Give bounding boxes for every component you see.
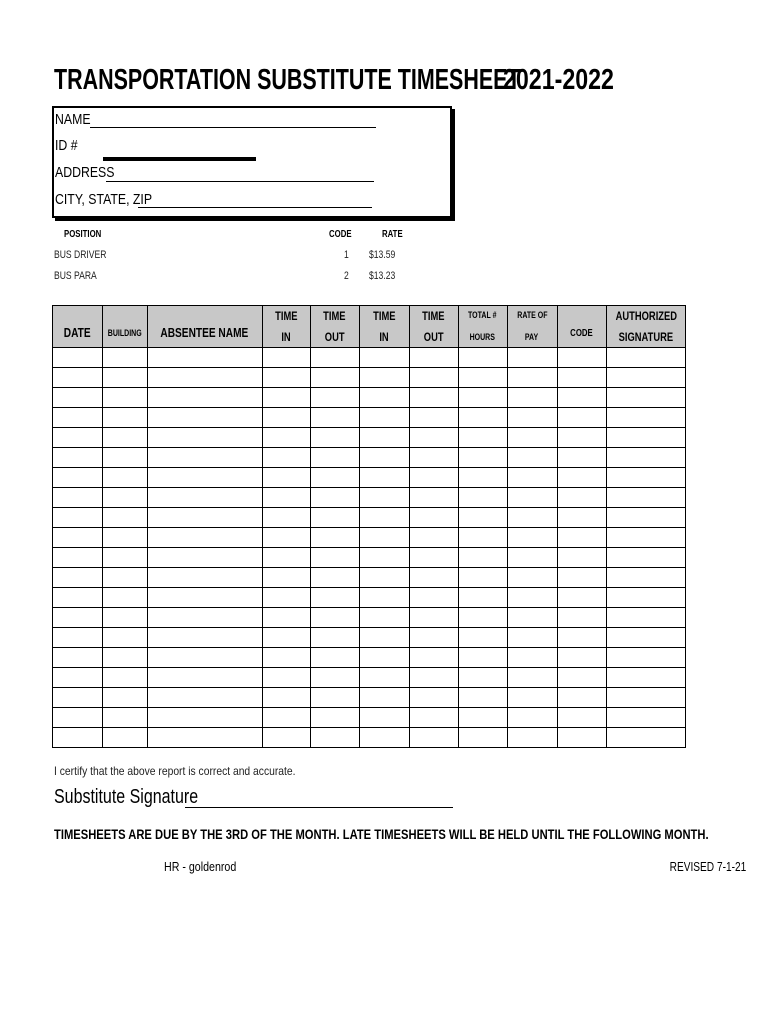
table-cell[interactable] xyxy=(359,608,409,628)
table-cell[interactable] xyxy=(103,348,148,368)
table-row xyxy=(53,588,686,608)
table-cell[interactable] xyxy=(606,668,686,688)
table-cell[interactable] xyxy=(53,368,103,388)
table-cell[interactable] xyxy=(507,468,557,488)
table-cell[interactable] xyxy=(262,588,310,608)
table-cell[interactable] xyxy=(103,708,148,728)
table-cell[interactable] xyxy=(310,528,359,548)
table-cell[interactable] xyxy=(507,528,557,548)
table-cell[interactable] xyxy=(507,448,557,468)
table-cell[interactable] xyxy=(606,508,686,528)
position-name: BUS PARA xyxy=(54,270,97,282)
table-cell[interactable] xyxy=(147,528,262,548)
table-row xyxy=(53,568,686,588)
table-cell[interactable] xyxy=(359,388,409,408)
table-row xyxy=(53,468,686,488)
table-cell[interactable] xyxy=(262,528,310,548)
table-cell[interactable] xyxy=(310,648,359,668)
table-cell[interactable] xyxy=(458,448,507,468)
table-cell[interactable] xyxy=(557,728,606,748)
table-cell[interactable] xyxy=(557,648,606,668)
table-cell[interactable] xyxy=(103,528,148,548)
table-cell[interactable] xyxy=(458,408,507,428)
table-cell[interactable] xyxy=(53,608,103,628)
position-rate: $13.23 xyxy=(369,270,396,282)
table-cell[interactable] xyxy=(359,428,409,448)
table-cell[interactable] xyxy=(147,668,262,688)
table-cell[interactable] xyxy=(147,648,262,668)
position-name: BUS DRIVER xyxy=(54,249,107,261)
table-cell[interactable] xyxy=(310,408,359,428)
table-cell[interactable] xyxy=(103,588,148,608)
col-code: CODE xyxy=(557,306,606,348)
table-cell[interactable] xyxy=(53,528,103,548)
table-cell[interactable] xyxy=(359,368,409,388)
timesheet-table xyxy=(52,305,686,748)
table-cell[interactable] xyxy=(458,348,507,368)
table-cell[interactable] xyxy=(53,468,103,488)
table-cell[interactable] xyxy=(262,468,310,488)
table-cell[interactable] xyxy=(458,588,507,608)
table-cell[interactable] xyxy=(147,348,262,368)
table-row xyxy=(53,368,686,388)
table-cell[interactable] xyxy=(53,508,103,528)
col-building: BUILDING xyxy=(103,306,148,348)
table-cell[interactable] xyxy=(409,468,458,488)
table-cell[interactable] xyxy=(359,408,409,428)
table-cell[interactable] xyxy=(310,388,359,408)
table-cell[interactable] xyxy=(359,688,409,708)
table-cell[interactable] xyxy=(103,728,148,748)
table-cell[interactable] xyxy=(557,668,606,688)
table-cell[interactable] xyxy=(507,668,557,688)
address-field-line[interactable] xyxy=(106,181,374,182)
table-cell[interactable] xyxy=(103,488,148,508)
table-cell[interactable] xyxy=(262,668,310,688)
table-cell[interactable] xyxy=(557,348,606,368)
table-cell[interactable] xyxy=(606,728,686,748)
table-cell[interactable] xyxy=(103,508,148,528)
table-cell[interactable] xyxy=(409,408,458,428)
table-cell[interactable] xyxy=(409,668,458,688)
table-cell[interactable] xyxy=(606,428,686,448)
table-cell[interactable] xyxy=(53,628,103,648)
table-cell[interactable] xyxy=(606,408,686,428)
table-cell[interactable] xyxy=(507,508,557,528)
table-cell[interactable] xyxy=(147,368,262,388)
table-row xyxy=(53,628,686,648)
table-cell[interactable] xyxy=(507,628,557,648)
table-cell[interactable] xyxy=(458,528,507,548)
col-time-out-1: TIME OUT xyxy=(310,306,359,348)
table-cell[interactable] xyxy=(557,488,606,508)
city-field-line[interactable] xyxy=(138,207,372,208)
table-cell[interactable] xyxy=(606,528,686,548)
table-cell[interactable] xyxy=(262,388,310,408)
col-authorized-signature: AUTHORIZED SIGNATURE xyxy=(606,306,686,348)
table-cell[interactable] xyxy=(458,468,507,488)
address-field-label: ADDRESS xyxy=(55,164,115,181)
table-cell[interactable] xyxy=(507,488,557,508)
table-cell[interactable] xyxy=(458,388,507,408)
table-cell[interactable] xyxy=(557,468,606,488)
table-cell[interactable] xyxy=(458,688,507,708)
table-cell[interactable] xyxy=(310,608,359,628)
table-cell[interactable] xyxy=(606,548,686,568)
table-cell[interactable] xyxy=(359,488,409,508)
table-cell[interactable] xyxy=(262,488,310,508)
table-cell[interactable] xyxy=(359,448,409,468)
table-cell[interactable] xyxy=(53,688,103,708)
table-cell[interactable] xyxy=(359,348,409,368)
table-cell[interactable] xyxy=(359,628,409,648)
table-row xyxy=(53,408,686,428)
table-cell[interactable] xyxy=(359,588,409,608)
table-cell[interactable] xyxy=(557,708,606,728)
hr-copy-note: HR - goldenrod xyxy=(164,859,237,874)
table-cell[interactable] xyxy=(557,528,606,548)
table-row xyxy=(53,508,686,528)
table-cell[interactable] xyxy=(147,488,262,508)
table-cell[interactable] xyxy=(310,708,359,728)
table-cell[interactable] xyxy=(409,648,458,668)
table-cell[interactable] xyxy=(409,708,458,728)
table-cell[interactable] xyxy=(458,508,507,528)
table-cell[interactable] xyxy=(262,448,310,468)
table-cell[interactable] xyxy=(103,408,148,428)
table-cell[interactable] xyxy=(409,568,458,588)
table-cell[interactable] xyxy=(310,628,359,648)
table-cell[interactable] xyxy=(262,428,310,448)
table-cell[interactable] xyxy=(262,568,310,588)
table-cell[interactable] xyxy=(409,488,458,508)
table-row xyxy=(53,488,686,508)
table-row xyxy=(53,608,686,628)
table-cell[interactable] xyxy=(409,588,458,608)
table-cell[interactable] xyxy=(606,368,686,388)
table-row xyxy=(53,708,686,728)
table-cell[interactable] xyxy=(103,388,148,408)
table-cell[interactable] xyxy=(103,368,148,388)
certification-statement: I certify that the above report is correct and accurate. xyxy=(54,764,296,778)
table-cell[interactable] xyxy=(147,468,262,488)
table-cell[interactable] xyxy=(359,708,409,728)
table-cell[interactable] xyxy=(507,348,557,368)
table-cell[interactable] xyxy=(103,568,148,588)
table-cell[interactable] xyxy=(147,628,262,648)
table-cell[interactable] xyxy=(409,348,458,368)
table-cell[interactable] xyxy=(310,368,359,388)
due-date-notice: TIMESHEETS ARE DUE BY THE 3RD OF THE MONTH. LATE TIMESHEETS WILL BE HELD UNTIL THE FOLLOWING MONTH. xyxy=(54,826,709,842)
table-cell[interactable] xyxy=(310,468,359,488)
table-cell[interactable] xyxy=(606,468,686,488)
table-cell[interactable] xyxy=(458,708,507,728)
table-cell[interactable] xyxy=(606,688,686,708)
table-cell[interactable] xyxy=(557,688,606,708)
table-cell[interactable] xyxy=(103,628,148,648)
table-cell[interactable] xyxy=(507,428,557,448)
table-cell[interactable] xyxy=(507,608,557,628)
table-row xyxy=(53,528,686,548)
table-cell[interactable] xyxy=(409,728,458,748)
revision-date: REVISED 7-1-21 xyxy=(669,859,746,874)
table-cell[interactable] xyxy=(147,508,262,528)
col-absentee-name: ABSENTEE NAME xyxy=(147,306,262,348)
table-cell[interactable] xyxy=(409,448,458,468)
rate-header: RATE xyxy=(382,229,403,240)
table-header-row xyxy=(53,306,686,348)
table-cell[interactable] xyxy=(262,368,310,388)
table-cell[interactable] xyxy=(147,428,262,448)
table-cell[interactable] xyxy=(507,688,557,708)
table-cell[interactable] xyxy=(409,428,458,448)
table-cell[interactable] xyxy=(53,728,103,748)
table-cell[interactable] xyxy=(409,688,458,708)
table-cell[interactable] xyxy=(103,468,148,488)
table-cell[interactable] xyxy=(606,608,686,628)
city-field-label: CITY, STATE, ZIP xyxy=(55,191,153,208)
table-cell[interactable] xyxy=(147,568,262,588)
table-cell[interactable] xyxy=(409,628,458,648)
table-cell[interactable] xyxy=(458,668,507,688)
table-cell[interactable] xyxy=(147,448,262,468)
col-total-hours: TOTAL # HOURS xyxy=(458,306,507,348)
table-cell[interactable] xyxy=(606,568,686,588)
table-cell[interactable] xyxy=(53,668,103,688)
name-field-label: NAME xyxy=(55,111,91,128)
table-cell[interactable] xyxy=(409,508,458,528)
table-cell[interactable] xyxy=(147,728,262,748)
table-cell[interactable] xyxy=(103,608,148,628)
id-field-label: ID # xyxy=(55,137,78,154)
table-row xyxy=(53,428,686,448)
table-cell[interactable] xyxy=(606,588,686,608)
table-cell[interactable] xyxy=(458,608,507,628)
table-cell[interactable] xyxy=(310,428,359,448)
position-header: POSITION xyxy=(64,229,102,240)
col-rate-of-pay: RATE OF PAY xyxy=(507,306,557,348)
table-cell[interactable] xyxy=(310,548,359,568)
table-row xyxy=(53,688,686,708)
table-cell[interactable] xyxy=(147,588,262,608)
table-cell[interactable] xyxy=(557,428,606,448)
table-cell[interactable] xyxy=(53,408,103,428)
table-cell[interactable] xyxy=(262,348,310,368)
table-cell[interactable] xyxy=(53,548,103,568)
table-cell[interactable] xyxy=(359,508,409,528)
table-cell[interactable] xyxy=(409,548,458,568)
table-cell[interactable] xyxy=(103,648,148,668)
table-cell[interactable] xyxy=(409,608,458,628)
substitute-signature-label: Substitute Signature xyxy=(54,786,199,808)
table-cell[interactable] xyxy=(53,348,103,368)
table-cell[interactable] xyxy=(103,428,148,448)
table-cell[interactable] xyxy=(458,548,507,568)
table-cell[interactable] xyxy=(606,628,686,648)
table-cell[interactable] xyxy=(310,568,359,588)
table-cell[interactable] xyxy=(458,728,507,748)
table-cell[interactable] xyxy=(262,548,310,568)
table-cell[interactable] xyxy=(606,388,686,408)
table-cell[interactable] xyxy=(507,548,557,568)
substitute-signature-line[interactable] xyxy=(185,807,453,808)
table-cell[interactable] xyxy=(103,448,148,468)
table-row xyxy=(53,728,686,748)
table-cell[interactable] xyxy=(606,348,686,368)
table-cell[interactable] xyxy=(359,728,409,748)
table-cell[interactable] xyxy=(557,448,606,468)
col-date: DATE xyxy=(53,306,103,348)
name-field-line[interactable] xyxy=(90,127,376,128)
table-cell[interactable] xyxy=(458,648,507,668)
table-row xyxy=(53,548,686,568)
table-cell[interactable] xyxy=(606,448,686,468)
table-cell[interactable] xyxy=(53,708,103,728)
table-cell[interactable] xyxy=(147,408,262,428)
table-cell[interactable] xyxy=(359,548,409,568)
table-cell[interactable] xyxy=(310,688,359,708)
table-row xyxy=(53,388,686,408)
table-cell[interactable] xyxy=(53,428,103,448)
position-rate: $13.59 xyxy=(369,249,396,261)
position-code: 1 xyxy=(344,249,349,261)
table-cell[interactable] xyxy=(310,668,359,688)
table-cell[interactable] xyxy=(557,608,606,628)
table-cell[interactable] xyxy=(557,628,606,648)
table-cell[interactable] xyxy=(359,648,409,668)
table-cell[interactable] xyxy=(507,648,557,668)
table-cell[interactable] xyxy=(310,448,359,468)
table-cell[interactable] xyxy=(262,408,310,428)
table-cell[interactable] xyxy=(147,688,262,708)
table-row xyxy=(53,668,686,688)
code-header: CODE xyxy=(329,229,352,240)
table-cell[interactable] xyxy=(557,568,606,588)
table-cell[interactable] xyxy=(53,388,103,408)
table-row xyxy=(53,448,686,468)
table-cell[interactable] xyxy=(147,388,262,408)
table-cell[interactable] xyxy=(310,508,359,528)
table-cell[interactable] xyxy=(359,468,409,488)
table-cell[interactable] xyxy=(262,728,310,748)
table-cell[interactable] xyxy=(359,668,409,688)
table-row xyxy=(53,648,686,668)
table-cell[interactable] xyxy=(53,648,103,668)
table-cell[interactable] xyxy=(103,668,148,688)
school-year: 2021-2022 xyxy=(503,64,614,96)
position-code: 2 xyxy=(344,270,349,282)
table-cell[interactable] xyxy=(458,368,507,388)
table-cell[interactable] xyxy=(262,608,310,628)
table-cell[interactable] xyxy=(507,568,557,588)
table-cell[interactable] xyxy=(147,548,262,568)
table-cell[interactable] xyxy=(53,448,103,468)
table-cell[interactable] xyxy=(606,488,686,508)
table-cell[interactable] xyxy=(557,408,606,428)
table-cell[interactable] xyxy=(262,508,310,528)
col-time-in-2: TIME IN xyxy=(359,306,409,348)
table-cell[interactable] xyxy=(310,348,359,368)
table-cell[interactable] xyxy=(507,368,557,388)
table-cell[interactable] xyxy=(557,548,606,568)
col-time-out-2: TIME OUT xyxy=(409,306,458,348)
table-cell[interactable] xyxy=(409,368,458,388)
table-row xyxy=(53,348,686,368)
table-cell[interactable] xyxy=(507,708,557,728)
table-cell[interactable] xyxy=(310,728,359,748)
table-cell[interactable] xyxy=(262,688,310,708)
table-cell[interactable] xyxy=(458,568,507,588)
table-cell[interactable] xyxy=(147,708,262,728)
table-cell[interactable] xyxy=(557,388,606,408)
table-cell[interactable] xyxy=(359,568,409,588)
table-cell[interactable] xyxy=(147,608,262,628)
table-cell[interactable] xyxy=(557,368,606,388)
table-cell[interactable] xyxy=(409,388,458,408)
table-cell[interactable] xyxy=(262,708,310,728)
table-cell[interactable] xyxy=(53,568,103,588)
table-cell[interactable] xyxy=(507,728,557,748)
table-cell[interactable] xyxy=(103,548,148,568)
table-cell[interactable] xyxy=(507,588,557,608)
table-cell[interactable] xyxy=(262,628,310,648)
table-cell[interactable] xyxy=(310,588,359,608)
col-time-in-1: TIME IN xyxy=(262,306,310,348)
table-cell[interactable] xyxy=(458,628,507,648)
table-cell[interactable] xyxy=(507,388,557,408)
table-cell[interactable] xyxy=(458,428,507,448)
table-cell[interactable] xyxy=(507,408,557,428)
table-cell[interactable] xyxy=(409,528,458,548)
table-cell[interactable] xyxy=(557,588,606,608)
table-cell[interactable] xyxy=(310,488,359,508)
table-cell[interactable] xyxy=(557,508,606,528)
table-cell[interactable] xyxy=(458,488,507,508)
table-cell[interactable] xyxy=(53,488,103,508)
table-cell[interactable] xyxy=(103,688,148,708)
table-cell[interactable] xyxy=(262,648,310,668)
table-cell[interactable] xyxy=(359,528,409,548)
page-title: TRANSPORTATION SUBSTITUTE TIMESHEET xyxy=(54,64,521,96)
table-cell[interactable] xyxy=(606,648,686,668)
table-cell[interactable] xyxy=(53,588,103,608)
table-cell[interactable] xyxy=(606,708,686,728)
